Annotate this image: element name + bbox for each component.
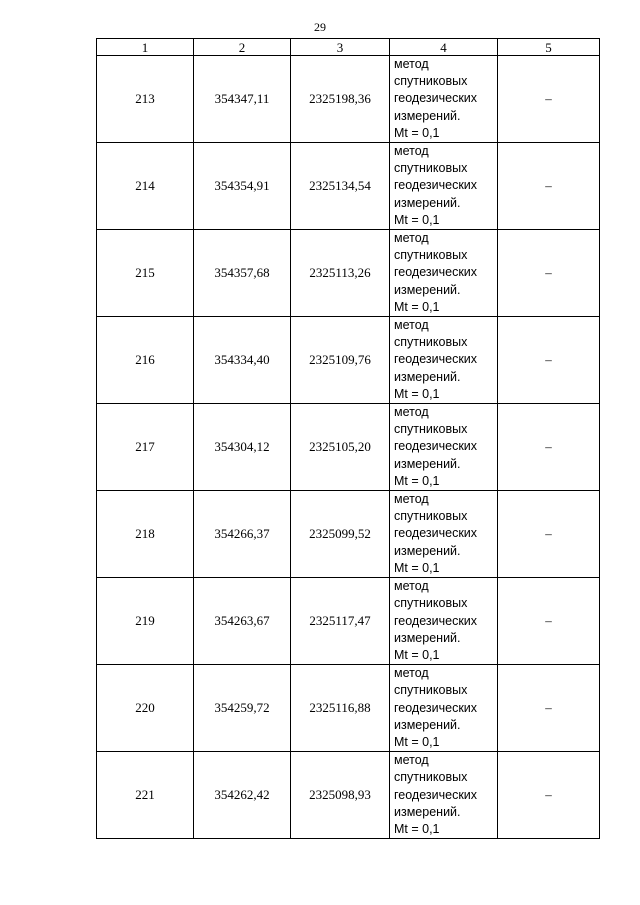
method-line: геодезических bbox=[394, 265, 478, 280]
coordinate-x-cell: 354347,11 bbox=[194, 56, 291, 143]
method-line: метод bbox=[394, 318, 429, 333]
column-5-cell: – bbox=[498, 230, 600, 317]
point-number-cell: 220 bbox=[97, 665, 194, 752]
coordinate-x-cell: 354304,12 bbox=[194, 404, 291, 491]
column-5-cell: – bbox=[498, 578, 600, 665]
method-line: Mt = 0,1 bbox=[394, 212, 440, 227]
column-header-5: 5 bbox=[498, 39, 600, 56]
coordinate-x-cell: 354334,40 bbox=[194, 317, 291, 404]
method-line: геодезических bbox=[394, 439, 478, 454]
method-line: Mt = 0,1 bbox=[394, 386, 440, 401]
coordinate-y-cell: 2325099,52 bbox=[291, 491, 390, 578]
table-row bbox=[97, 752, 600, 839]
method-line: спутниковых bbox=[394, 74, 468, 89]
method-cell bbox=[390, 752, 498, 839]
method-line: измерений. bbox=[394, 282, 461, 297]
table-row bbox=[97, 404, 600, 491]
method-line: спутниковых bbox=[394, 596, 468, 611]
point-number-cell: 215 bbox=[97, 230, 194, 317]
method-cell bbox=[390, 56, 498, 143]
method-line: спутниковых bbox=[394, 770, 468, 785]
method-line: спутниковых bbox=[394, 509, 468, 524]
coordinate-y-cell: 2325117,47 bbox=[291, 578, 390, 665]
method-line: Mt = 0,1 bbox=[394, 821, 440, 836]
method-line: геодезических bbox=[394, 613, 478, 628]
method-cell bbox=[390, 317, 498, 404]
coordinate-x-cell: 354354,91 bbox=[194, 143, 291, 230]
table-row bbox=[97, 491, 600, 578]
method-line: Mt = 0,1 bbox=[394, 647, 440, 662]
point-number-cell: 214 bbox=[97, 143, 194, 230]
method-line: метод bbox=[394, 492, 429, 507]
column-header-4: 4 bbox=[390, 39, 498, 56]
method-line: метод bbox=[394, 753, 429, 768]
method-cell bbox=[390, 143, 498, 230]
column-5-cell: – bbox=[498, 752, 600, 839]
method-line: Mt = 0,1 bbox=[394, 473, 440, 488]
coordinate-y-cell: 2325116,88 bbox=[291, 665, 390, 752]
method-line: измерений. bbox=[394, 456, 461, 471]
table-row bbox=[97, 56, 600, 143]
point-number-cell: 218 bbox=[97, 491, 194, 578]
coordinate-x-cell: 354263,67 bbox=[194, 578, 291, 665]
column-5-cell: – bbox=[498, 491, 600, 578]
coordinates-table bbox=[96, 38, 600, 839]
coordinate-y-cell: 2325109,76 bbox=[291, 317, 390, 404]
method-line: спутниковых bbox=[394, 335, 468, 350]
method-line: геодезических bbox=[394, 787, 478, 802]
table-row bbox=[97, 665, 600, 752]
column-header-2: 2 bbox=[194, 39, 291, 56]
coordinate-y-cell: 2325134,54 bbox=[291, 143, 390, 230]
page-number: 29 bbox=[314, 20, 326, 34]
table-body bbox=[97, 56, 600, 839]
method-line: спутниковых bbox=[394, 161, 468, 176]
method-line: метод bbox=[394, 666, 429, 681]
method-cell bbox=[390, 404, 498, 491]
method-line: метод bbox=[394, 405, 429, 420]
method-line: измерений. bbox=[394, 108, 461, 123]
method-line: измерений. bbox=[394, 717, 461, 732]
point-number-cell: 216 bbox=[97, 317, 194, 404]
method-cell bbox=[390, 578, 498, 665]
method-line: метод bbox=[394, 144, 429, 159]
method-line: Mt = 0,1 bbox=[394, 560, 440, 575]
method-line: Mt = 0,1 bbox=[394, 125, 440, 140]
method-line: геодезических bbox=[394, 526, 478, 541]
method-line: спутниковых bbox=[394, 683, 468, 698]
table-header-row bbox=[97, 39, 600, 56]
method-line: метод bbox=[394, 231, 429, 246]
column-5-cell: – bbox=[498, 404, 600, 491]
method-line: измерений. bbox=[394, 630, 461, 645]
method-line: измерений. bbox=[394, 195, 461, 210]
method-line: метод bbox=[394, 57, 429, 71]
table-row bbox=[97, 143, 600, 230]
method-line: геодезических bbox=[394, 700, 478, 715]
column-5-cell: – bbox=[498, 56, 600, 143]
method-cell bbox=[390, 230, 498, 317]
column-header-3: 3 bbox=[291, 39, 390, 56]
method-line: метод bbox=[394, 579, 429, 594]
point-number-cell: 221 bbox=[97, 752, 194, 839]
method-line: измерений. bbox=[394, 369, 461, 384]
method-line: измерений. bbox=[394, 804, 461, 819]
table-row bbox=[97, 230, 600, 317]
column-header-1: 1 bbox=[97, 39, 194, 56]
method-line: геодезических bbox=[394, 352, 478, 367]
method-cell bbox=[390, 491, 498, 578]
coordinate-x-cell: 354262,42 bbox=[194, 752, 291, 839]
column-5-cell: – bbox=[498, 317, 600, 404]
coordinate-y-cell: 2325198,36 bbox=[291, 56, 390, 143]
coordinate-y-cell: 2325098,93 bbox=[291, 752, 390, 839]
method-line: спутниковых bbox=[394, 248, 468, 263]
point-number-cell: 213 bbox=[97, 56, 194, 143]
table-row bbox=[97, 578, 600, 665]
method-line: Mt = 0,1 bbox=[394, 734, 440, 749]
method-cell bbox=[390, 665, 498, 752]
method-line: геодезических bbox=[394, 91, 478, 106]
coordinate-x-cell: 354259,72 bbox=[194, 665, 291, 752]
coordinate-y-cell: 2325105,20 bbox=[291, 404, 390, 491]
point-number-cell: 219 bbox=[97, 578, 194, 665]
method-line: геодезических bbox=[394, 178, 478, 193]
method-line: измерений. bbox=[394, 543, 461, 558]
coordinate-y-cell: 2325113,26 bbox=[291, 230, 390, 317]
coordinate-x-cell: 354266,37 bbox=[194, 491, 291, 578]
column-5-cell: – bbox=[498, 665, 600, 752]
column-5-cell: – bbox=[498, 143, 600, 230]
method-line: спутниковых bbox=[394, 422, 468, 437]
point-number-cell: 217 bbox=[97, 404, 194, 491]
table-row bbox=[97, 317, 600, 404]
method-line: Mt = 0,1 bbox=[394, 299, 440, 314]
coordinate-x-cell: 354357,68 bbox=[194, 230, 291, 317]
